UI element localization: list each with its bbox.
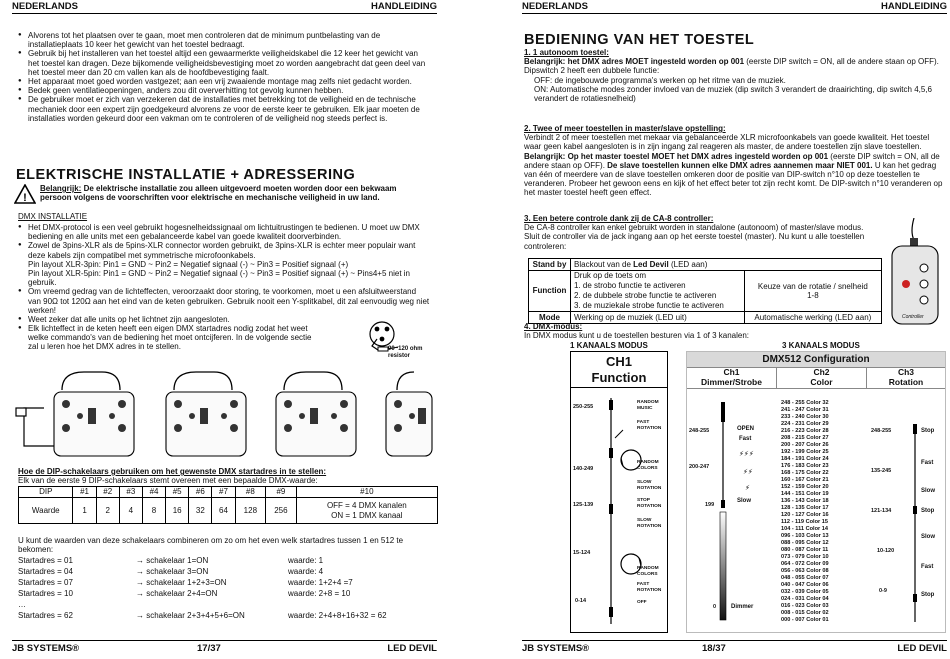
list-item <box>18 610 430 621</box>
table-cell: DIP <box>19 487 73 498</box>
table-row <box>529 259 882 271</box>
page-header <box>12 2 437 14</box>
body-text: Dipswitch 2 heeft een dubbele functie: <box>524 66 660 76</box>
left-page <box>12 0 437 659</box>
color-range-item: 120 - 127 Color 16 <box>781 512 829 518</box>
cell-text: 2. de dubbele strobe functie te activeren <box>574 291 717 300</box>
svg-text:⚡⚡: ⚡⚡ <box>743 468 753 476</box>
color-range-item: 224 - 231 Color 29 <box>781 421 829 427</box>
body-text: ON: Automatische modes zonder invloed van de muziek (dip switch 3 verandert de draairichting, dip switch 4,5,6 verandert de rotatiesnelheid) <box>534 84 932 103</box>
warning-icon <box>14 184 36 204</box>
table-cell: #4 <box>142 487 165 498</box>
page-footer <box>12 640 437 654</box>
column-header-text: Ch1 <box>723 367 740 377</box>
cell-text: Druk op de toets om <box>574 271 647 280</box>
table-cell: #6 <box>189 487 212 498</box>
example-address: Startadres = 04 <box>18 567 73 576</box>
svg-text:⚡⚡⚡: ⚡⚡⚡ <box>739 450 754 458</box>
dmx-title: DMX INSTALLATIE <box>18 212 88 221</box>
footer-brand: JB SYSTEMS® <box>522 643 590 654</box>
section-paragraph <box>524 152 944 198</box>
footer-brand: JB SYSTEMS® <box>12 643 80 654</box>
dip-title: Hoe de DIP-schakelaars gebruiken om het gewenste DMX startadres in te stellen: <box>18 467 327 476</box>
cell-text: 1-8 <box>807 291 819 300</box>
color-range-item: 096 - 103 Color 13 <box>781 533 829 539</box>
ch3-tick: 248-255 <box>871 428 892 434</box>
ch1-function-panel <box>570 351 668 633</box>
list-item <box>18 599 430 610</box>
section-title: ELEKTRISCHE INSTALLATIE + ADRESSERING <box>16 167 356 183</box>
table-cell: 8 <box>142 498 165 524</box>
color-range-item: 104 - 111 Color 14 <box>781 526 828 532</box>
ch1-title-line: CH1 <box>605 354 632 369</box>
color-range-item: 073 - 079 Color 10 <box>781 554 829 560</box>
color-range-item: 152 - 159 Color 20 <box>781 484 829 490</box>
page-title: BEDIENING VAN HET TOESTEL <box>524 32 755 48</box>
ch3-label: Fast <box>921 564 934 570</box>
example-ellipsis: … <box>18 600 26 609</box>
column-header-text: Ch2 <box>813 367 830 377</box>
example-address: Startadres = 62 <box>18 611 73 620</box>
table-cell: #3 <box>119 487 142 498</box>
table-cell <box>571 271 745 312</box>
list-item: ● De gebruiker moet er zich van verzekeren dat de installaties met betrekking tot de veiligheid en de technische mechaniek door een expert zijn goedgekeurd alvorens ze voor de eerste keer te gebruiken. Elk jaar moeten de installaties worden gekeurd door een vakman om te controleren of de veiligheid nog steeds perfect is. <box>18 95 430 123</box>
ch1-dimmer-tick: 199 <box>705 502 715 508</box>
example-value: waarde: 2+4+8+16+32 = 62 <box>288 611 387 620</box>
ch1-title-line: Function <box>591 370 647 385</box>
section-heading: 3. Een betere controle dank zij de CA-8 controller: <box>524 214 714 223</box>
color-range-item: 128 - 135 Color 17 <box>781 505 829 511</box>
color-range-item: 080 - 087 Color 11 <box>781 547 829 553</box>
dip-table <box>18 486 438 524</box>
ch1-dimmer-tick: 0 <box>713 604 717 610</box>
color-range-item: 000 - 007 Color 01 <box>781 617 829 623</box>
footer-product: LED DEVIL <box>897 643 947 654</box>
footer-product: LED DEVIL <box>387 643 437 654</box>
bold-text: De slave toestellen kunnen elke DMX adres aannemen maar NIET 001. <box>607 160 873 170</box>
example-value: waarde: 4 <box>288 567 324 576</box>
color-range-item: 112 - 119 Color 15 <box>781 519 828 525</box>
list-item <box>18 555 430 566</box>
example-switch: → schakelaar 1+2+3=ON <box>136 578 227 587</box>
example-switch: → schakelaar 2+4=ON <box>136 589 218 598</box>
safety-bullet-list <box>18 31 430 123</box>
color-range-item: 064 - 072 Color 09 <box>781 561 829 567</box>
table-cell: #5 <box>166 487 189 498</box>
ch1-label: RANDOM COLORS <box>637 460 659 471</box>
section-autonomous <box>524 48 944 103</box>
column-header <box>687 368 777 388</box>
resistor-label: 90~120 ohm resistor <box>388 346 423 359</box>
example-address: Startadres = 07 <box>18 578 73 587</box>
dip-intro: Elk van de eerste 9 DIP-schakelaars stemt overeen met een bepaalde DMX-waarde: <box>18 476 318 485</box>
ch1-label: FAST ROTATION <box>637 582 662 593</box>
table-cell: 256 <box>266 498 297 524</box>
warning-text <box>40 184 430 202</box>
table-cell: 128 <box>235 498 266 524</box>
section-heading: 2. Twee of meer toestellen in master/slave opstelling: <box>524 124 726 133</box>
footer-page-number: 17/37 <box>197 643 221 654</box>
table-cell: #7 <box>212 487 235 498</box>
dmx512-heads <box>687 368 945 389</box>
ch1-dimmer-label: OPEN <box>737 426 755 432</box>
mode1-label: 1 KANAALS MODUS <box>570 341 648 350</box>
cell-text: Led Devil <box>633 259 669 269</box>
ch1-title <box>571 352 667 388</box>
example-address: Startadres = 01 <box>18 556 73 565</box>
example-switch: → schakelaar 3=ON <box>136 567 209 576</box>
ch3-tick: 10-120 <box>877 548 895 554</box>
warning-label: Belangrijk: <box>40 184 82 193</box>
list-item <box>18 588 430 599</box>
cell-text: 1. de strobo functie te activeren <box>574 281 686 290</box>
example-address: Startadres = 10 <box>18 589 73 598</box>
list-item: ● Gebruik bij het installeren van het toestel altijd een gewaarmerkte veiligheidskabel die 12 keer het gewicht van het toestel kan dragen. Deze bijkomende veiligheidsbevestiging moet zo worden aangebracht dat geen deel van het toestel meer dan 20 cm vallen kan als de hoofdbevestiging faalt. <box>18 49 430 77</box>
table-cell: 32 <box>189 498 212 524</box>
list-item: ● Weet zeker dat alle units op het lichtnet zijn aangesloten. <box>18 315 430 324</box>
section-heading: 1. 1 autonoom toestel: <box>524 48 609 57</box>
warning-body: De elektrische installatie zou alleen uitgevoerd moeten worden door een bekwaam persoon volgens de voorschriften voor elektrische en mechanische veiligheid in uw land. <box>40 184 397 203</box>
color-range-item: 136 - 143 Color 18 <box>781 498 829 504</box>
color-range-item: 016 - 023 Color 03 <box>781 603 829 609</box>
example-value: waarde: 1+2+4 =7 <box>288 578 353 587</box>
combine-text: U kunt de waarden van deze schakelaars combineren om zo om het even welk startadres tussen 1 en 512 te bekomen: <box>18 536 404 555</box>
table-cell: 16 <box>166 498 189 524</box>
table-cell: Waarde <box>19 498 73 524</box>
pin3-text: Pin layout XLR-3pin: Pin1 = GND ~ Pin2 = Negatief signaal (-) ~ Pin3 = Positief signaal (+) <box>28 259 349 269</box>
cell-text: (LED aan) <box>668 259 708 269</box>
body-text: U kan het gedrag van één of meerdere van de slave toestellen omkeren door de positie van DIP-switch n°10 op deze toestellen te veranderen. Probeer het gewoon eens en kijk of het effect beter tot zijn recht komt. De DIP-switch n°10 veranderen op het master toestel heeft geen effect. <box>524 160 943 198</box>
table-cell <box>296 498 437 524</box>
dmx512-title: DMX512 Configuration <box>687 352 945 368</box>
ch3-label: Stop <box>921 592 935 598</box>
table-cell: 1 <box>73 498 96 524</box>
controller-table <box>528 258 882 324</box>
dmx512-config-panel <box>686 351 946 633</box>
color-range-item: 048 - 055 Color 07 <box>781 575 829 581</box>
color-range-item: 024 - 031 Color 04 <box>781 596 829 602</box>
body-text: (eerste DIP switch = ON, all de andere staan op OFF). <box>744 57 939 67</box>
dip10-off-text: OFF = 4 DMX kanalen <box>326 501 407 511</box>
ch1-label: RANDOM COLORS <box>637 566 659 577</box>
color-range-item: 160 - 167 Color 21 <box>781 477 829 483</box>
body-text: (eerste DIP switch = ON, all de andere staan op OFF). <box>524 151 940 170</box>
list-item <box>18 577 430 588</box>
header-title: HANDLEIDING <box>881 1 947 12</box>
list-item: ● Het apparaat moet goed worden vastgezet; aan een vrij zwaaiende montage mag zelfs niet gedacht worden. <box>18 77 430 86</box>
table-cell <box>744 271 881 312</box>
table-cell: Function <box>529 271 571 312</box>
column-header <box>867 368 945 388</box>
dmx-chain-diagram <box>14 368 434 464</box>
section-master-slave <box>524 124 944 198</box>
ch3-label: Fast <box>921 460 934 466</box>
ch3-tick: 121-134 <box>871 508 892 514</box>
dip10-on-text: ON = 1 DMX kanaal <box>331 510 403 520</box>
ch1-label: OFF <box>637 600 647 605</box>
list-item: ● Alvorens tot het plaatsen over te gaan, moet men controleren dat de minimum puntbelasting van de installatieplaats 10 keer het gewicht van het toestel bedraagt. <box>18 31 430 49</box>
table-cell: Werking op de muziek (LED uit) <box>571 312 745 324</box>
table-cell: #8 <box>235 487 266 498</box>
page-footer <box>522 640 947 654</box>
table-cell <box>571 259 882 271</box>
color-range-item: 040 - 047 Color 06 <box>781 582 829 588</box>
color-range-item: 192 - 199 Color 25 <box>781 449 829 455</box>
ch1-tick: 140-249 <box>573 466 594 472</box>
list-item: ● Het DMX-protocol is een veel gebruikt hogesnelheidssignaal om lichtuitrustingen te bedienen. U moet uw DMX bediening en alle units met een gebalanceerde kabel van goede kwaliteit doorverbinden. <box>18 223 430 241</box>
example-list <box>18 555 430 621</box>
section-controller <box>524 214 876 251</box>
color-range-item: 088 - 095 Color 12 <box>781 540 829 546</box>
svg-text:⚡: ⚡ <box>745 484 750 492</box>
example-switch: → schakelaar 2+3+4+5+6=ON <box>136 611 245 620</box>
ch1-tick: 15-124 <box>573 550 591 556</box>
header-title: HANDLEIDING <box>371 1 437 12</box>
list-item: ● Elk lichteffect in de keten heeft een eigen DMX startadres nodig zodat het weet welke commando's van de bediening het moet ontcijferen. In de volgende sectie zal u leren hoe het DMX adres in te stellen. <box>18 324 316 352</box>
table-row <box>19 498 438 524</box>
list-item <box>18 566 430 577</box>
xlr-text: Zowel de 3pins-XLR als de 5pins-XLR connector worden gebruikt, de 3pins-XLR is echter meer populair want deze kabels zijn compatibel met symmetrische microfoonkabels. <box>28 241 416 260</box>
color-range-item: 208 - 215 Color 27 <box>781 435 829 441</box>
body-text: OFF: de ingebouwde programma's werken op het ritme van de muziek. <box>534 75 786 85</box>
table-cell: 4 <box>119 498 142 524</box>
body-text: De CA-8 controller kan enkel gebruikt worden in standalone (autonoom) of master/slave modus. Sluit de controller via de jack ingang aan op het eerste toestel (master). Nu kunt u alle toestellen controleren: <box>524 223 865 251</box>
table-cell: Mode <box>529 312 571 324</box>
table-cell: #2 <box>96 487 119 498</box>
body-text: Verbindt 2 of meer toestellen met mekaar via gebalanceerde XLR microfoonkabels van goede kwaliteit. Het toestel waar geen kabel aangesloten is in zijn ingang zal reageren als master, de andere toestellen zijn slave toestellen. <box>524 133 930 152</box>
column-header-text: Ch3 <box>897 367 915 377</box>
color-range-item: 144 - 151 Color 19 <box>781 491 829 497</box>
mode3-label: 3 KANAALS MODUS <box>782 341 860 350</box>
column-header <box>777 368 867 388</box>
pin5-text: Pin layout XLR-5pin: Pin1 = GND ~ Pin2 = Negatief signaal (-) ~ Pin3 = Positief signaal (+) ~ Pins4+5 niet in gebruik. <box>28 268 410 288</box>
ch3-label: Slow <box>921 488 936 494</box>
footer-page-number: 18/37 <box>702 643 726 654</box>
ch1-tick: 250-255 <box>573 404 594 410</box>
ch1-dimmer-tick: 248-255 <box>689 428 710 434</box>
color-range-item: 056 - 063 Color 08 <box>781 568 829 574</box>
svg-text:!: ! <box>23 192 27 204</box>
example-value: waarde: 2+8 = 10 <box>288 589 351 598</box>
section-heading: 4. DMX-modus: <box>524 322 583 331</box>
color-range-item: 176 - 183 Color 23 <box>781 463 829 469</box>
ch3-tick: 0-9 <box>879 588 887 594</box>
page-header <box>522 2 947 14</box>
ch3-label: Stop <box>921 428 935 434</box>
color-list <box>781 400 865 624</box>
table-cell: #9 <box>266 487 297 498</box>
color-range-item: 233 - 240 Color 30 <box>781 414 829 420</box>
example-value: waarde: 1 <box>288 556 324 565</box>
header-language: NEDERLANDS <box>12 1 78 12</box>
ch3-tick: 135-245 <box>871 468 892 474</box>
right-page <box>522 0 947 659</box>
ch1-tick: 125-139 <box>573 502 594 508</box>
header-language: NEDERLANDS <box>522 1 588 12</box>
color-range-item: 008 - 015 Color 02 <box>781 610 829 616</box>
table-row <box>529 271 882 312</box>
cell-text: 3. de muziekale strobe functie te activeren <box>574 301 724 310</box>
column-header-text: Dimmer/Strobe <box>701 376 762 387</box>
ch1-label: STOP ROTATION <box>637 498 662 509</box>
table-row <box>19 487 438 498</box>
controller-image <box>884 218 944 328</box>
color-range-item: 200 - 207 Color 26 <box>781 442 829 448</box>
ch1-tick: 0-14 <box>575 598 587 604</box>
list-item: ● Om vreemd gedrag van de lichteffecten, veroorzaakt door storing, te voorkomen, moet u een afsluitweerstand van 90Ω tot 120Ω aan het eind van de keten gebruiken. Gebruik nooit een Y-splitkabel, dit zal eenvoudig weg niet werken! <box>18 287 430 315</box>
ch1-dimmer-tick: 200-247 <box>689 464 710 470</box>
color-range-item: 032 - 039 Color 05 <box>781 589 829 595</box>
ch1-label: FAST ROTATION <box>637 420 662 431</box>
ch1-dimmer-label: Dimmer <box>731 604 754 610</box>
ch1-dimmer-label: Slow <box>737 498 752 504</box>
color-range-item: 241 - 247 Color 31 <box>781 407 829 413</box>
color-range-item: 184 - 191 Color 24 <box>781 456 829 462</box>
ch1-label: SLOW ROTATION <box>637 518 662 529</box>
color-range-item: 216 - 223 Color 28 <box>781 428 829 434</box>
ch3-label: Stop <box>921 508 935 514</box>
table-cell: #1 <box>73 487 96 498</box>
ch1-label: RANDOM MUSIC <box>637 400 659 411</box>
bold-text: Belangrijk: het DMX adres MOET ingesteld worden op 001 <box>524 57 745 67</box>
body-text: In DMX modus kunt u de toestellen besturen via 1 of 3 kanalen: <box>524 331 750 340</box>
list-item <box>18 241 430 287</box>
controller-label: Controller <box>902 314 924 320</box>
color-range-item: 168 - 175 Color 22 <box>781 470 829 476</box>
example-switch: → schakelaar 1=ON <box>136 556 209 565</box>
ch3-label: Slow <box>921 534 936 540</box>
table-cell: Stand by <box>529 259 571 271</box>
color-range-item: 248 - 255 Color 32 <box>781 400 829 406</box>
column-header-text: Color <box>810 376 833 387</box>
table-cell: Automatische werking (LED aan) <box>744 312 881 324</box>
column-header-text: Rotation <box>888 376 924 387</box>
table-cell: 64 <box>212 498 235 524</box>
ch1-dimmer-label: Fast <box>739 436 752 442</box>
bold-text: Belangrijk: Op het master toestel MOET het DMX adres ingesteld worden op 001 <box>524 151 829 161</box>
cell-text: Blackout van de <box>574 259 634 269</box>
section-paragraph <box>524 57 944 66</box>
table-cell: #10 <box>296 487 437 498</box>
table-cell: 2 <box>96 498 119 524</box>
cell-text: Keuze van de rotatie / snelheid <box>757 281 868 291</box>
list-item: ● Bedek geen ventilatieopeningen, anders zou dit oververhitting tot gevolg kunnen hebben. <box>18 86 430 95</box>
ch1-label: SLOW ROTATION <box>637 480 662 491</box>
